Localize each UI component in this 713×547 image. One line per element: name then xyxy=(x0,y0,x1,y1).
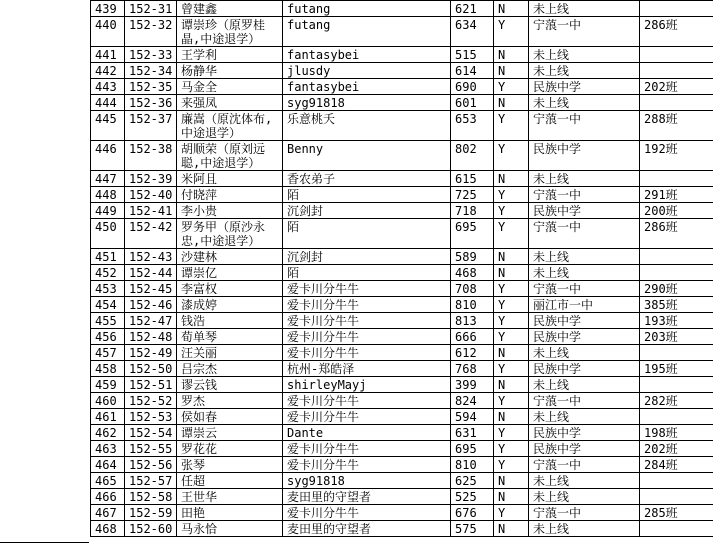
table-row xyxy=(91,505,713,521)
cell-score[interactable]: 666 xyxy=(451,329,494,345)
cell-class[interactable] xyxy=(640,1,713,17)
cell-class[interactable]: 286班 xyxy=(640,219,713,249)
cell-student-id[interactable]: 152-36 xyxy=(125,95,177,111)
cell-name[interactable]: 任超 xyxy=(177,473,283,489)
cell-student-id[interactable]: 152-55 xyxy=(125,441,177,457)
cell-class[interactable]: 202班 xyxy=(640,441,713,457)
cell-class[interactable]: 282班 xyxy=(640,393,713,409)
cell-name[interactable]: 曾建鑫 xyxy=(177,1,283,17)
cell-score[interactable]: 468 xyxy=(451,265,494,281)
cell-score[interactable]: 601 xyxy=(451,95,494,111)
cell-name[interactable]: 王世华 xyxy=(177,489,283,505)
cell-nickname[interactable]: 麦田里的守望者 xyxy=(283,521,451,537)
cell-nickname[interactable]: futang xyxy=(283,1,451,17)
table-row xyxy=(91,141,713,171)
cell-school-status[interactable]: 民族中学 xyxy=(529,79,640,95)
cell-class[interactable]: 385班 xyxy=(640,297,713,313)
cell-student-id[interactable]: 152-48 xyxy=(125,329,177,345)
cell-nickname[interactable]: 陌 xyxy=(283,265,451,281)
cell-student-id[interactable]: 152-35 xyxy=(125,79,177,95)
cell-online-flag[interactable]: Y xyxy=(494,361,529,377)
cell-student-id[interactable]: 152-51 xyxy=(125,377,177,393)
table-row xyxy=(91,249,713,265)
cell-nickname[interactable]: 乐意桃夭 xyxy=(283,111,451,141)
cell-score[interactable]: 824 xyxy=(451,393,494,409)
cell-school-status[interactable]: 宁蒗一中 xyxy=(529,457,640,473)
table-row xyxy=(91,297,713,313)
cell-nickname[interactable]: fantasybei xyxy=(283,47,451,63)
cell-score[interactable]: 525 xyxy=(451,489,494,505)
cell-name[interactable]: 吕宗杰 xyxy=(177,361,283,377)
cell-nickname[interactable]: futang xyxy=(283,17,451,47)
cell-student-id[interactable]: 152-57 xyxy=(125,473,177,489)
cell-score[interactable]: 614 xyxy=(451,63,494,79)
cell-class[interactable] xyxy=(640,47,713,63)
cell-online-flag[interactable]: Y xyxy=(494,457,529,473)
cell-class[interactable]: 193班 xyxy=(640,313,713,329)
cell-nickname[interactable]: 爱卡川分牛牛 xyxy=(283,457,451,473)
cell-school-status[interactable]: 未上线 xyxy=(529,409,640,425)
cell-nickname[interactable]: 爱卡川分牛牛 xyxy=(283,281,451,297)
table-row xyxy=(91,489,713,505)
cell-class[interactable]: 290班 xyxy=(640,281,713,297)
cell-name[interactable]: 侯如春 xyxy=(177,409,283,425)
cell-row-number[interactable]: 449 xyxy=(91,203,125,219)
cell-school-status[interactable]: 丽江市一中 xyxy=(529,297,640,313)
cell-online-flag[interactable]: Y xyxy=(494,505,529,521)
cell-online-flag[interactable]: N xyxy=(494,345,529,361)
cell-school-status[interactable]: 宁蒗一中 xyxy=(529,219,640,249)
cell-row-number[interactable]: 444 xyxy=(91,95,125,111)
cell-nickname[interactable]: syg91818 xyxy=(283,95,451,111)
table-row xyxy=(91,313,713,329)
cell-nickname[interactable]: 爱卡川分牛牛 xyxy=(283,409,451,425)
cell-name[interactable]: 付晓萍 xyxy=(177,187,283,203)
cell-student-id[interactable]: 152-49 xyxy=(125,345,177,361)
cell-name[interactable]: 荀单琴 xyxy=(177,329,283,345)
table-row xyxy=(91,171,713,187)
cell-score[interactable]: 690 xyxy=(451,79,494,95)
cell-school-status[interactable]: 宁蒗一中 xyxy=(529,17,640,47)
cell-row-number[interactable]: 440 xyxy=(91,17,125,47)
cell-class[interactable] xyxy=(640,95,713,111)
cell-online-flag[interactable]: N xyxy=(494,265,529,281)
cell-student-id[interactable]: 152-54 xyxy=(125,425,177,441)
cell-score[interactable]: 810 xyxy=(451,457,494,473)
cell-nickname[interactable]: 陌 xyxy=(283,219,451,249)
cell-nickname[interactable]: 麦田里的守望者 xyxy=(283,489,451,505)
cell-score[interactable]: 653 xyxy=(451,111,494,141)
cell-online-flag[interactable]: Y xyxy=(494,441,529,457)
cell-name[interactable]: 谭崇亿 xyxy=(177,265,283,281)
cell-score[interactable]: 615 xyxy=(451,171,494,187)
cell-school-status[interactable]: 未上线 xyxy=(529,249,640,265)
cell-row-number[interactable]: 450 xyxy=(91,219,125,249)
cell-name[interactable]: 田艳 xyxy=(177,505,283,521)
cell-school-status[interactable]: 宁蒗一中 xyxy=(529,281,640,297)
cell-school-status[interactable]: 民族中学 xyxy=(529,329,640,345)
cell-online-flag[interactable]: N xyxy=(494,473,529,489)
cell-class[interactable] xyxy=(640,265,713,281)
cell-online-flag[interactable]: N xyxy=(494,409,529,425)
cell-row-number[interactable]: 462 xyxy=(91,425,125,441)
cell-student-id[interactable]: 152-33 xyxy=(125,47,177,63)
cell-student-id[interactable]: 152-32 xyxy=(125,17,177,47)
cell-online-flag[interactable]: Y xyxy=(494,425,529,441)
cell-score[interactable]: 631 xyxy=(451,425,494,441)
table-row xyxy=(91,17,713,47)
cell-school-status[interactable]: 未上线 xyxy=(529,489,640,505)
cell-nickname[interactable]: 香农弟子 xyxy=(283,171,451,187)
cell-school-status[interactable]: 未上线 xyxy=(529,377,640,393)
cell-row-number[interactable]: 461 xyxy=(91,409,125,425)
cell-school-status[interactable]: 未上线 xyxy=(529,95,640,111)
table-row xyxy=(91,187,713,203)
cell-student-id[interactable]: 152-37 xyxy=(125,111,177,141)
cell-class[interactable]: 202班 xyxy=(640,79,713,95)
cell-score[interactable]: 810 xyxy=(451,297,494,313)
cell-student-id[interactable]: 152-53 xyxy=(125,409,177,425)
cell-student-id[interactable]: 152-45 xyxy=(125,281,177,297)
cell-row-number[interactable]: 439 xyxy=(91,1,125,17)
table-row xyxy=(91,111,713,141)
empty-left-column xyxy=(0,0,89,543)
cell-online-flag[interactable]: N xyxy=(494,47,529,63)
cell-name[interactable]: 汪关丽 xyxy=(177,345,283,361)
cell-online-flag[interactable]: Y xyxy=(494,329,529,345)
cell-name[interactable]: 罗花花 xyxy=(177,441,283,457)
cell-score[interactable]: 708 xyxy=(451,281,494,297)
cell-row-number[interactable]: 456 xyxy=(91,329,125,345)
cell-row-number[interactable]: 454 xyxy=(91,297,125,313)
cell-nickname[interactable]: 爱卡川分牛牛 xyxy=(283,505,451,521)
cell-class[interactable]: 192班 xyxy=(640,141,713,171)
cell-class[interactable]: 284班 xyxy=(640,457,713,473)
table-row xyxy=(91,47,713,63)
cell-school-status[interactable]: 宁蒗一中 xyxy=(529,393,640,409)
cell-row-number[interactable]: 465 xyxy=(91,473,125,489)
cell-name[interactable]: 谬云钱 xyxy=(177,377,283,393)
cell-name[interactable]: 马永恰 xyxy=(177,521,283,537)
cell-online-flag[interactable]: Y xyxy=(494,17,529,47)
cell-row-number[interactable]: 464 xyxy=(91,457,125,473)
cell-nickname[interactable]: 爱卡川分牛牛 xyxy=(283,345,451,361)
cell-class[interactable] xyxy=(640,409,713,425)
cell-nickname[interactable]: 爱卡川分牛牛 xyxy=(283,393,451,409)
cell-name[interactable]: 谭崇云 xyxy=(177,425,283,441)
cell-class[interactable]: 203班 xyxy=(640,329,713,345)
cell-nickname[interactable]: 陌 xyxy=(283,187,451,203)
cell-score[interactable]: 625 xyxy=(451,473,494,489)
cell-school-status[interactable]: 宁蒗一中 xyxy=(529,505,640,521)
cell-class[interactable] xyxy=(640,249,713,265)
cell-row-number[interactable]: 458 xyxy=(91,361,125,377)
cell-name[interactable]: 漆成婷 xyxy=(177,297,283,313)
cell-school-status[interactable]: 民族中学 xyxy=(529,203,640,219)
table-row xyxy=(91,393,713,409)
cell-nickname[interactable]: 沉剑封 xyxy=(283,249,451,265)
table-row xyxy=(91,473,713,489)
cell-nickname[interactable]: 爱卡川分牛牛 xyxy=(283,329,451,345)
cell-class[interactable] xyxy=(640,521,713,537)
table-row xyxy=(91,377,713,393)
cell-name[interactable]: 罗务甲（原沙永忠,中途退学） xyxy=(177,219,283,249)
cell-school-status[interactable]: 民族中学 xyxy=(529,141,640,171)
cell-row-number[interactable]: 457 xyxy=(91,345,125,361)
table-row xyxy=(91,361,713,377)
cell-row-number[interactable]: 451 xyxy=(91,249,125,265)
cell-name[interactable]: 沙建林 xyxy=(177,249,283,265)
cell-score[interactable]: 802 xyxy=(451,141,494,171)
table-row xyxy=(91,281,713,297)
cell-nickname[interactable]: 沉剑封 xyxy=(283,203,451,219)
cell-school-status[interactable]: 民族中学 xyxy=(529,313,640,329)
cell-online-flag[interactable]: Y xyxy=(494,281,529,297)
cell-score[interactable]: 589 xyxy=(451,249,494,265)
table-row xyxy=(91,265,713,281)
table-row xyxy=(91,1,713,17)
cell-student-id[interactable]: 152-58 xyxy=(125,489,177,505)
cell-score[interactable]: 676 xyxy=(451,505,494,521)
cell-nickname[interactable]: 杭州-郑皓泽 xyxy=(283,361,451,377)
cell-school-status[interactable]: 未上线 xyxy=(529,345,640,361)
cell-name[interactable]: 米阿且 xyxy=(177,171,283,187)
cell-name[interactable]: 钱浩 xyxy=(177,313,283,329)
cell-class[interactable] xyxy=(640,473,713,489)
cell-nickname[interactable]: fantasybei xyxy=(283,79,451,95)
cell-row-number[interactable]: 460 xyxy=(91,393,125,409)
cell-score[interactable]: 718 xyxy=(451,203,494,219)
table-row xyxy=(91,95,713,111)
cell-nickname[interactable]: shirleyMayj xyxy=(283,377,451,393)
table-row xyxy=(91,219,713,249)
cell-online-flag[interactable]: Y xyxy=(494,187,529,203)
cell-row-number[interactable]: 442 xyxy=(91,63,125,79)
table-row xyxy=(91,441,713,457)
cell-class[interactable] xyxy=(640,63,713,79)
cell-row-number[interactable]: 459 xyxy=(91,377,125,393)
cell-row-number[interactable]: 467 xyxy=(91,505,125,521)
cell-online-flag[interactable]: Y xyxy=(494,393,529,409)
cell-name[interactable]: 李富权 xyxy=(177,281,283,297)
cell-online-flag[interactable]: Y xyxy=(494,297,529,313)
cell-row-number[interactable]: 441 xyxy=(91,47,125,63)
cell-name[interactable]: 来强凤 xyxy=(177,95,283,111)
cell-nickname[interactable]: syg91818 xyxy=(283,473,451,489)
cell-online-flag[interactable]: Y xyxy=(494,79,529,95)
table-row xyxy=(91,409,713,425)
cell-score[interactable]: 768 xyxy=(451,361,494,377)
cell-school-status[interactable]: 未上线 xyxy=(529,171,640,187)
cell-online-flag[interactable]: N xyxy=(494,521,529,537)
cell-class[interactable] xyxy=(640,171,713,187)
cell-row-number[interactable]: 452 xyxy=(91,265,125,281)
cell-row-number[interactable]: 448 xyxy=(91,187,125,203)
cell-school-status[interactable]: 未上线 xyxy=(529,521,640,537)
cell-row-number[interactable]: 468 xyxy=(91,521,125,537)
cell-nickname[interactable]: jlusdy xyxy=(283,63,451,79)
cell-score[interactable]: 399 xyxy=(451,377,494,393)
cell-nickname[interactable]: 爱卡川分牛牛 xyxy=(283,441,451,457)
table-row xyxy=(91,63,713,79)
cell-student-id[interactable]: 152-31 xyxy=(125,1,177,17)
cell-row-number[interactable]: 443 xyxy=(91,79,125,95)
cell-online-flag[interactable]: Y xyxy=(494,313,529,329)
cell-row-number[interactable]: 463 xyxy=(91,441,125,457)
cell-nickname[interactable]: Benny xyxy=(283,141,451,171)
cell-student-id[interactable]: 152-41 xyxy=(125,203,177,219)
cell-row-number[interactable]: 445 xyxy=(91,111,125,141)
cell-online-flag[interactable]: Y xyxy=(494,141,529,171)
cell-online-flag[interactable]: N xyxy=(494,171,529,187)
cell-school-status[interactable]: 未上线 xyxy=(529,473,640,489)
cell-name[interactable]: 杨静华 xyxy=(177,63,283,79)
cell-name[interactable]: 李小贵 xyxy=(177,203,283,219)
cell-school-status[interactable]: 宁蒗一中 xyxy=(529,187,640,203)
cell-school-status[interactable]: 民族中学 xyxy=(529,441,640,457)
cell-online-flag[interactable]: N xyxy=(494,63,529,79)
table-row xyxy=(91,457,713,473)
cell-school-status[interactable]: 未上线 xyxy=(529,265,640,281)
table-row xyxy=(91,425,713,441)
table-row xyxy=(91,79,713,95)
cell-score[interactable]: 695 xyxy=(451,219,494,249)
cell-score[interactable]: 515 xyxy=(451,47,494,63)
cell-class[interactable]: 195班 xyxy=(640,361,713,377)
cell-score[interactable]: 612 xyxy=(451,345,494,361)
cell-online-flag[interactable]: N xyxy=(494,95,529,111)
cell-score[interactable]: 594 xyxy=(451,409,494,425)
cell-school-status[interactable]: 未上线 xyxy=(529,1,640,17)
cell-class[interactable]: 285班 xyxy=(640,505,713,521)
cell-nickname[interactable]: Dante xyxy=(283,425,451,441)
cell-name[interactable]: 马金全 xyxy=(177,79,283,95)
cell-student-id[interactable]: 152-43 xyxy=(125,249,177,265)
cell-score[interactable]: 725 xyxy=(451,187,494,203)
cell-school-status[interactable]: 民族中学 xyxy=(529,361,640,377)
cell-row-number[interactable]: 455 xyxy=(91,313,125,329)
cell-online-flag[interactable]: N xyxy=(494,377,529,393)
cell-student-id[interactable]: 152-39 xyxy=(125,171,177,187)
cell-class[interactable]: 291班 xyxy=(640,187,713,203)
cell-name[interactable]: 王学利 xyxy=(177,47,283,63)
cell-nickname[interactable]: 爱卡川分牛牛 xyxy=(283,297,451,313)
cell-school-status[interactable]: 未上线 xyxy=(529,47,640,63)
cell-online-flag[interactable]: Y xyxy=(494,111,529,141)
cell-online-flag[interactable]: Y xyxy=(494,203,529,219)
cell-score[interactable]: 575 xyxy=(451,521,494,537)
cell-student-id[interactable]: 152-59 xyxy=(125,505,177,521)
cell-row-number[interactable]: 447 xyxy=(91,171,125,187)
cell-student-id[interactable]: 152-50 xyxy=(125,361,177,377)
cell-name[interactable]: 胡顺荣（原刘远聪,中途退学） xyxy=(177,141,283,171)
cell-name[interactable]: 张琴 xyxy=(177,457,283,473)
cell-name[interactable]: 谭崇珍（原罗桂晶,中途退学） xyxy=(177,17,283,47)
cell-class[interactable] xyxy=(640,345,713,361)
cell-score[interactable]: 634 xyxy=(451,17,494,47)
data-grid xyxy=(90,0,713,537)
cell-online-flag[interactable]: N xyxy=(494,1,529,17)
cell-online-flag[interactable]: N xyxy=(494,249,529,265)
cell-score[interactable]: 813 xyxy=(451,313,494,329)
cell-class[interactable]: 198班 xyxy=(640,425,713,441)
cell-row-number[interactable]: 466 xyxy=(91,489,125,505)
cell-score[interactable]: 695 xyxy=(451,441,494,457)
table-row xyxy=(91,329,713,345)
cell-student-id[interactable]: 152-34 xyxy=(125,63,177,79)
table-row xyxy=(91,345,713,361)
cell-row-number[interactable]: 446 xyxy=(91,141,125,171)
cell-online-flag[interactable]: N xyxy=(494,489,529,505)
cell-student-id[interactable]: 152-52 xyxy=(125,393,177,409)
cell-school-status[interactable]: 未上线 xyxy=(529,63,640,79)
cell-school-status[interactable]: 民族中学 xyxy=(529,425,640,441)
cell-student-id[interactable]: 152-47 xyxy=(125,313,177,329)
cell-class[interactable] xyxy=(640,377,713,393)
cell-row-number[interactable]: 453 xyxy=(91,281,125,297)
cell-class[interactable]: 286班 xyxy=(640,17,713,47)
cell-nickname[interactable]: 爱卡川分牛牛 xyxy=(283,313,451,329)
cell-student-id[interactable]: 152-60 xyxy=(125,521,177,537)
cell-score[interactable]: 621 xyxy=(451,1,494,17)
cell-class[interactable]: 200班 xyxy=(640,203,713,219)
cell-name[interactable]: 罗杰 xyxy=(177,393,283,409)
cell-student-id[interactable]: 152-42 xyxy=(125,219,177,249)
cell-name[interactable]: 廉嵩（原沈体布,中途退学） xyxy=(177,111,283,141)
cell-online-flag[interactable]: Y xyxy=(494,219,529,249)
cell-class[interactable]: 288班 xyxy=(640,111,713,141)
cell-student-id[interactable]: 152-40 xyxy=(125,187,177,203)
cell-student-id[interactable]: 152-38 xyxy=(125,141,177,171)
cell-student-id[interactable]: 152-46 xyxy=(125,297,177,313)
cell-school-status[interactable]: 宁蒗一中 xyxy=(529,111,640,141)
cell-class[interactable] xyxy=(640,489,713,505)
table-row xyxy=(91,203,713,219)
cell-student-id[interactable]: 152-44 xyxy=(125,265,177,281)
cell-student-id[interactable]: 152-56 xyxy=(125,457,177,473)
table-row xyxy=(91,521,713,537)
